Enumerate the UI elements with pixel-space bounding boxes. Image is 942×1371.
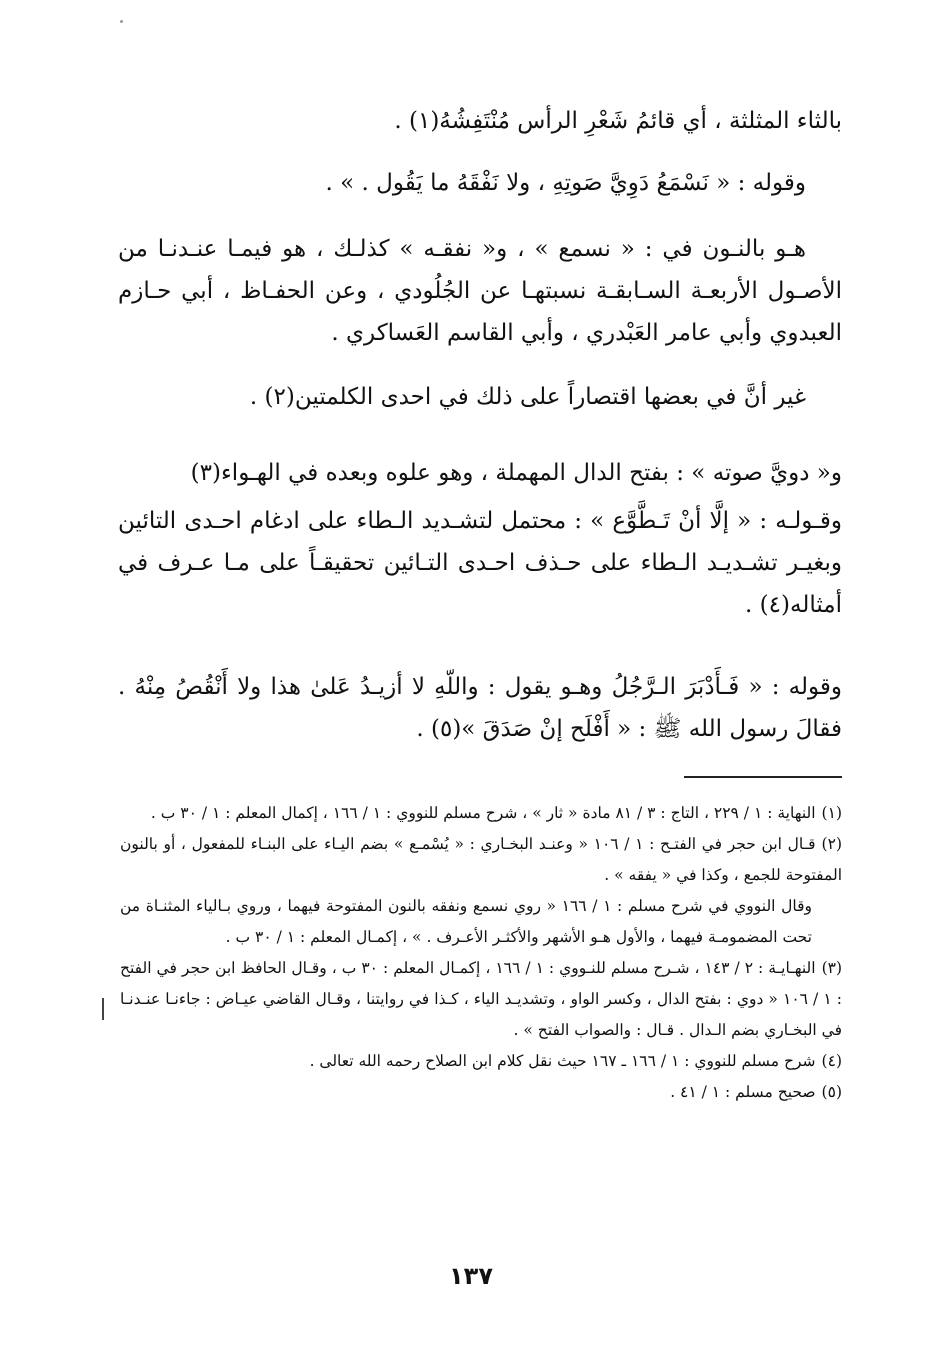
footnote-3 (120, 953, 842, 1046)
main-line-1: بالثاء المثلثة ، أي قائمُ شَعْرِ الرأس مُنْتَفِشُهُ(١) . (394, 108, 842, 134)
main-line-4: غير أنَّ في بعضها اقتصاراً على ذلك في احدى الكلمتين(٢) . (249, 384, 806, 410)
main-line-5: و« دويَّ صوته » : بفتح الدال المهملة ، وهو علوه وبعده في الهـواء(٣) (190, 460, 842, 486)
footnote-4 (120, 1046, 842, 1077)
footnote-number: (٣) (821, 959, 843, 977)
main-paragraph-3: هـو بالنـون في : « نسمع » ، و« نفقـه » كذلـك ، هو فيمـا عنـدنـا من الأصـول الأربعـة السـابقـة نسبتهـا عن الجُلُودي ، وعن الحفـاظ ، أبي حـازم العبدوي وأبي عامر العَبْدري ، وأبي القاسم العَساكري . (118, 236, 842, 346)
footnote-number: (١) (821, 804, 842, 822)
footnotes (120, 798, 842, 1108)
main-line-2: وقوله : « نَسْمَعُ دَوِيَّ صَوتِهِ ، ولا نَفْقَهُ ما يَقُول . » . (325, 170, 806, 196)
footnote-1 (120, 798, 842, 829)
footnote-number: (٤) (821, 1052, 842, 1070)
footnote-text: النهاية : ١ / ٢٢٩ ، التاج : ٣ / ٨١ مادة « ثار » ، شرح مسلم للنووي : ١ / ١٦٦ ، إكمال المعلم : ١ / ٣٠ ب . (150, 804, 816, 822)
main-paragraph-6: وقـولـه : « إلَّا أنْ تَـطَّوَّع » : محتمل لتشـديد الـطاء على ادغام احـدى التائين وبغيـر تشـديـد الـطاء على حـذف احـدى التـائين تحقيقـاً على مـا عـرف في أمثاله(٤) . (118, 508, 842, 618)
footnote-text: صحيح مسلم : ١ / ٤١ . (670, 1083, 816, 1101)
footnote-5 (120, 1077, 842, 1108)
footnote-text: النهـايـة : ٢ / ١٤٣ ، شـرح مسلم للنـووي : ١ / ١٦٦ ، إكمـال المعلم : ٣٠ ب ، وقـال الحافظ ابن حجر في الفتح : ١ / ١٠٦ « دوي : بفتح الدال ، وكسر الواو ، وتشديـد الياء ، كـذا في روايتنا ، وقـال القاضي عيـاض : جاءنـا عنـدنـا في البخـاري بضم الـدال . قـال : والصواب الفتح » . (120, 959, 843, 1039)
footnote-separator (684, 776, 842, 778)
footnote-text: شرح مسلم للنووي : ١ / ١٦٦ ـ ١٦٧ حيث نقل كلام ابن الصلاح رحمه الله تعالى . (309, 1052, 816, 1070)
footnote-number: (٢) (821, 835, 842, 853)
page-number: ١٣٧ (449, 1262, 493, 1290)
footnote-2-continued (120, 891, 842, 953)
footnote-2 (120, 829, 842, 891)
footnote-text: وقال النووي في شرح مسلم : ١ / ١٦٦ « روي نسمع ونفقه بالنون المفتوحة فيهما ، وروي بـالياء المثنـاة من تحت المضمومـة فيهما ، والأول هـو الأشهر والأكثـر الأعـرف . » ، إكمـال المعلم : ١ / ٣٠ ب . (120, 897, 812, 946)
footnote-text: قـال ابن حجر في الفتـح : ١ / ١٠٦ « وعنـد البخـاري : « يُسْمـع » بضم اليـاء على البنـاء للمفعول ، أو بالنون المفتوحة للجمع ، وكذا في « يفقه » . (120, 835, 842, 884)
margin-mark (102, 998, 104, 1020)
footnote-number: (٥) (821, 1083, 842, 1101)
main-paragraph-7: وقوله : « فَـأَدْبَرَ الـرَّجُلُ وهـو يقول : واللّهِ لا أزيـدُ عَلىٰ هذا ولا أَنْقُصُ مِنْهُ . فقالَ رسول الله ﷺ : « أَفْلَح إنْ صَدَقَ »(٥) . (118, 674, 842, 742)
corner-speck (120, 20, 123, 23)
